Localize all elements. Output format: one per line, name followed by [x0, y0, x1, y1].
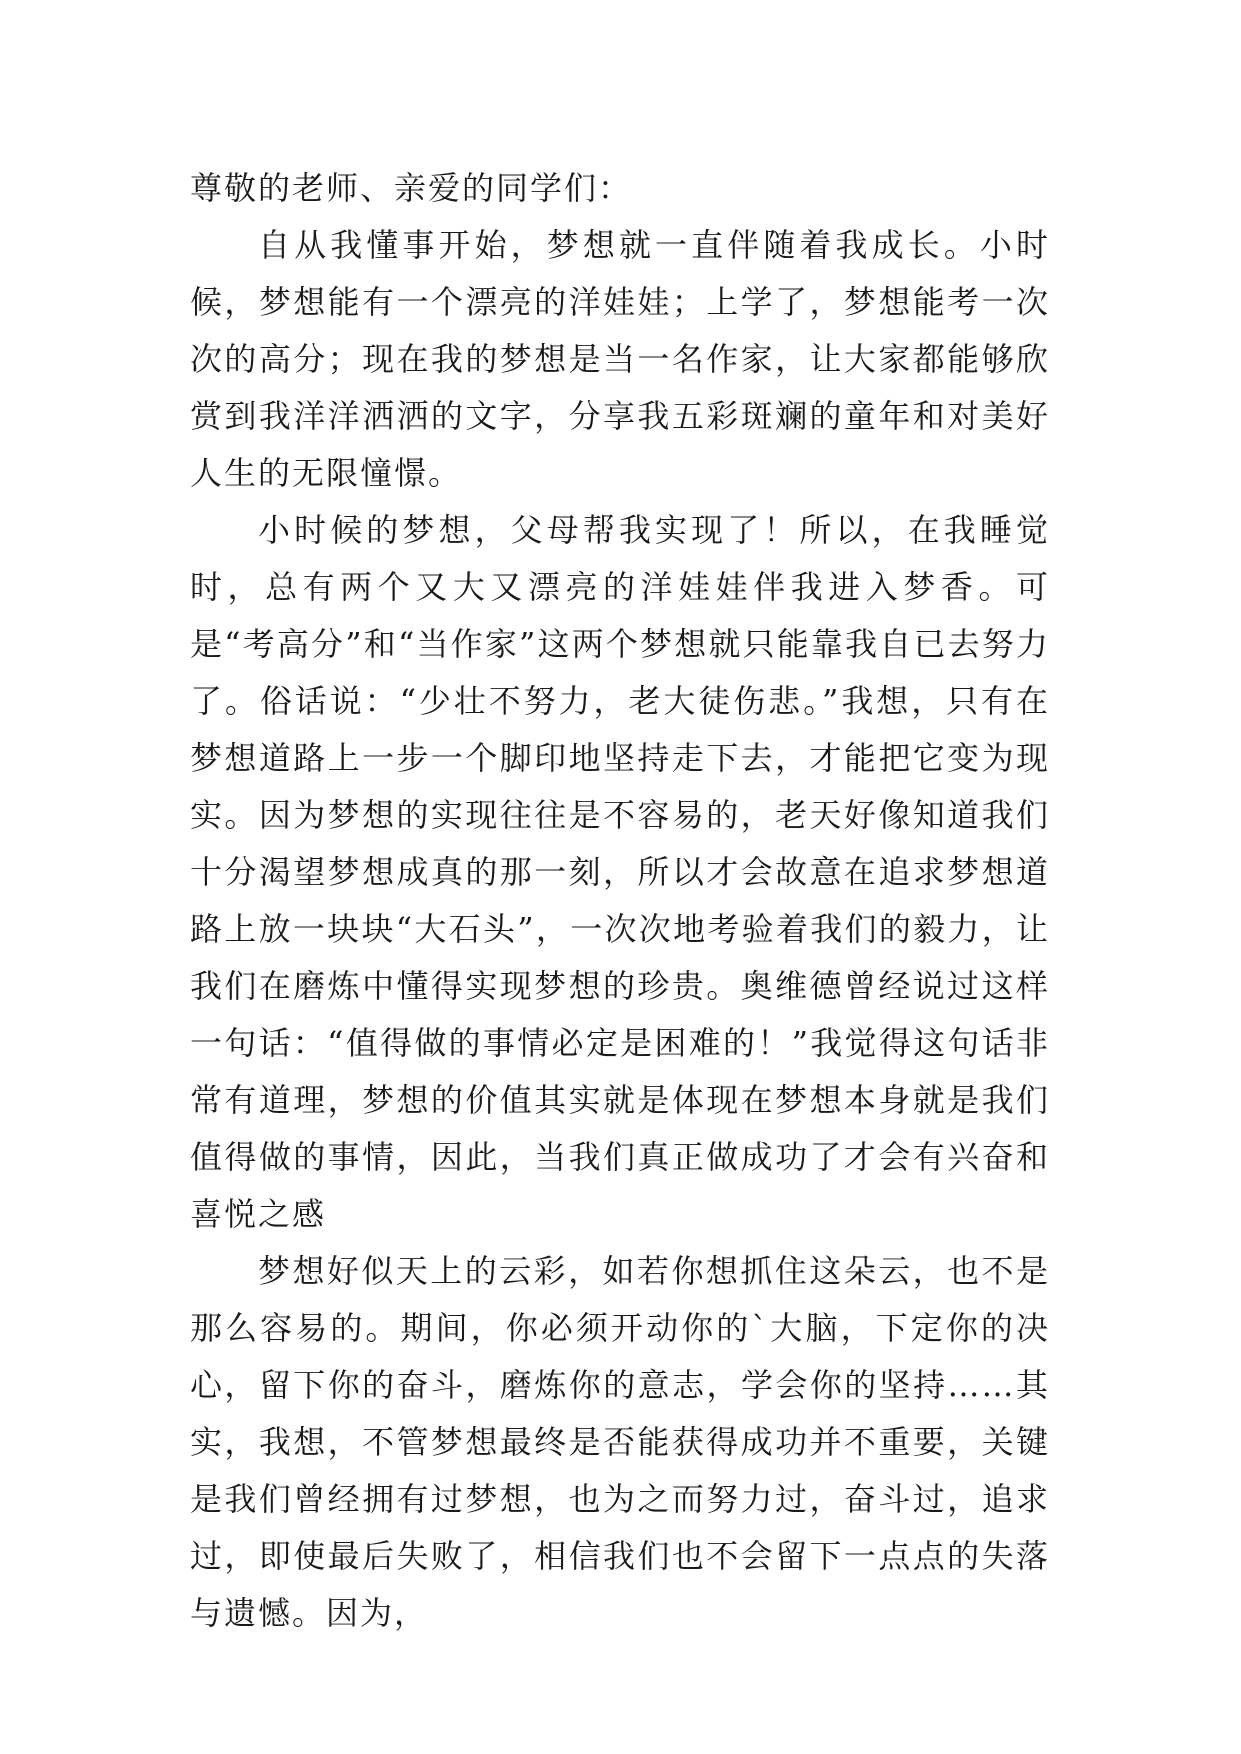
paragraph-3: 梦想好似天上的云彩，如若你想抓住这朵云，也不是那么容易的。期间，你必须开动你的`大脑，下定你的决心，留下你的奋斗，磨炼你的意志，学会你的坚持……其实，我想，不管梦想最终是否能获得成功并不重要，关键是我们曾经拥有过梦想，也为之而努力过，奋斗过，追求过，即使最后失败了，相信我们也不会留下一点点的失落与遗憾。因为，	[190, 1252, 1050, 1632]
paragraph-1: 自从我懂事开始，梦想就一直伴随着我成长。小时候，梦想能有一个漂亮的洋娃娃；上学了，梦想能考一次次的高分；现在我的梦想是当一名作家，让大家都能够欣赏到我洋洋洒洒的文字，分享我五彩斑斓的童年和对美好人生的无限憧憬。	[190, 226, 1050, 492]
paragraph-2: 小时候的梦想，父母帮我实现了！所以，在我睡觉时，总有两个又大又漂亮的洋娃娃伴我进入梦香。可是“考高分”和“当作家”这两个梦想就只能靠我自已去努力了。俗话说：“少壮不努力，老大徒伤悲。”我想，只有在梦想道路上一步一个脚印地坚持走下去，才能把它变为现实。因为梦想的实现往往是不容易的，老天好像知道我们十分渴望梦想成真的那一刻，所以才会故意在追求梦想道路上放一块块“大石头”，一次次地考验着我们的毅力，让我们在磨炼中懂得实现梦想的珍贵。奥维德曾经说过这样一句话：“值得做的事情必定是困难的！”我觉得这句话非常有道理，梦想的价值其实就是体现在梦想本身就是我们值得做的事情，因此，当我们真正做成功了才会有兴奋和喜悦之感	[190, 511, 1050, 1233]
document-body	[190, 160, 1050, 1642]
salutation: 尊敬的老师、亲爱的同学们：	[190, 169, 633, 207]
